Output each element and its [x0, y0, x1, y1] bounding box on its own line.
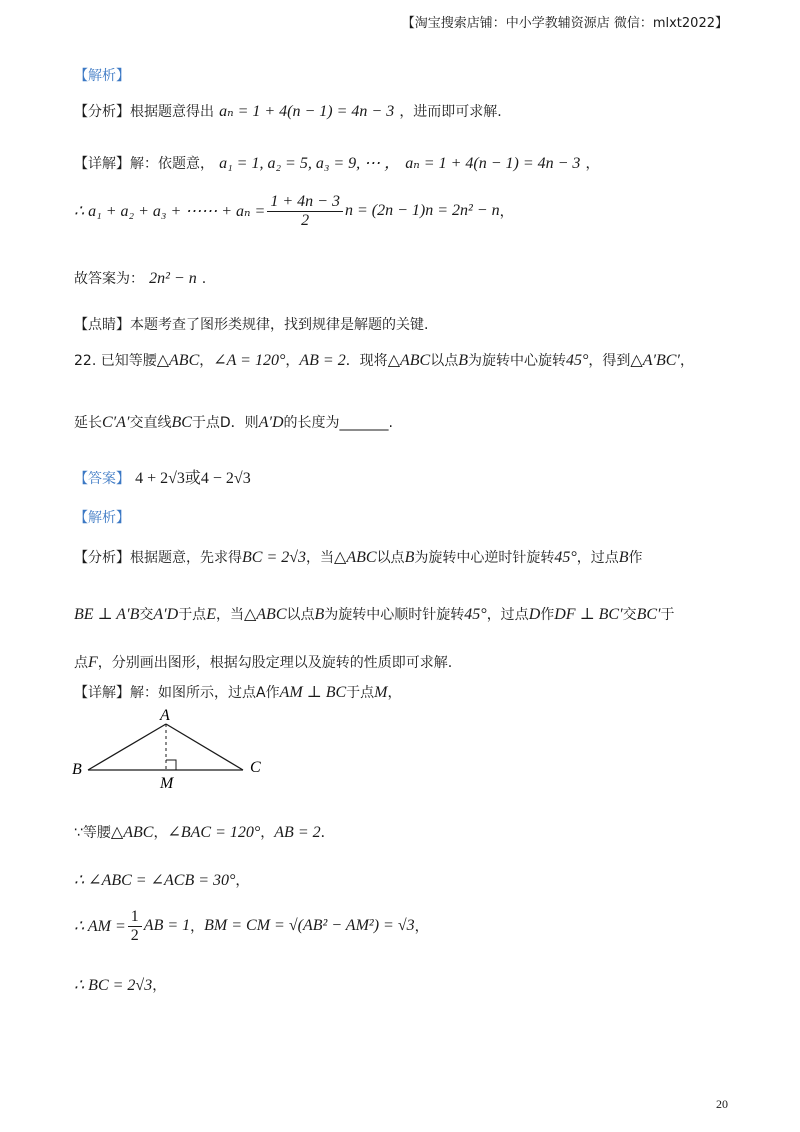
- text-segment-6: ．现将: [345, 353, 388, 369]
- math-segment-5: AB = 2: [274, 824, 321, 841]
- text-segment-8: 以点: [430, 353, 459, 369]
- q22-xiangjie-line: [74, 682, 402, 702]
- text-segment-4: 以点: [376, 550, 405, 566]
- math-segment-12: D: [528, 606, 541, 623]
- q22-answer-value: 4 + 2√3或4 − 2√3: [135, 470, 251, 487]
- math-segment-3: ∠BAC = 120°: [167, 824, 261, 841]
- math-segment-0: ∴ ∠ABC = ∠ACB = 30°: [74, 872, 236, 889]
- label-c: C: [250, 759, 261, 776]
- q22-jiexi-label: 【解析】: [74, 510, 130, 526]
- text-segment-6: 为旋转中心逆时针旋转: [414, 550, 555, 566]
- answer-prefix: 故答案为：: [74, 271, 144, 287]
- text-segment-12: ，得到: [588, 353, 631, 369]
- sum-rhs: n = (2n − 1)n = 2n² − n: [344, 202, 500, 220]
- text-segment-1: ，: [152, 978, 167, 994]
- answer-end: .: [201, 271, 207, 287]
- math-segment-9: B: [618, 549, 629, 566]
- sum-lhs: ∴ a₁ + a₂ + a₃ + ⋯⋯ + aₙ =: [74, 203, 266, 221]
- text-segment-15: 交: [622, 607, 637, 623]
- jiexi-label: 【解析】: [74, 68, 130, 84]
- step3-prefix: ∴ AM =: [74, 918, 126, 936]
- math-segment-5: A′D: [258, 414, 284, 431]
- page-header: 【淘宝搜索店铺：中小学教辅资源店 微信：mlxt2022】: [401, 16, 728, 31]
- math-segment-1: C′A′: [102, 414, 130, 431]
- page-number: 20: [716, 1097, 728, 1111]
- label-a: A: [160, 707, 170, 724]
- text-segment-2: 交直线: [129, 415, 172, 431]
- label-m: M: [160, 775, 174, 792]
- sum-end: ，: [499, 204, 514, 221]
- q22-fenxi-line3: [74, 652, 452, 672]
- xiangjie-prefix: 【详解】解：依题意，: [74, 156, 214, 172]
- text-segment-14: ，: [679, 353, 694, 369]
- q22-answer-label: 【答案】: [74, 471, 130, 487]
- fenxi-suffix: ，进而即可求解.: [399, 104, 502, 120]
- step2-line: [74, 870, 249, 890]
- fenxi-prefix: 【分析】根据题意得出: [74, 104, 214, 120]
- text-segment-10: 为旋转中心旋转: [468, 353, 566, 369]
- text-segment-2: ，当: [306, 550, 335, 566]
- text-segment-4: 于点D．则: [191, 415, 259, 431]
- text-segment-6: ．: [320, 825, 335, 841]
- text-segment-13: 作: [540, 607, 555, 623]
- step4-line: [74, 975, 166, 995]
- xiangjie-formula: aₙ = 1 + 4(n − 1) = 4n − 3: [405, 155, 581, 172]
- xiangjie-seq: a₁ = 1, a₂ = 5, a₃ = 9, ⋯ ，: [219, 155, 401, 172]
- text-segment-0: 22. 已知等腰: [74, 353, 157, 369]
- text-segment-5: ，当: [215, 607, 244, 623]
- answer-formula: 2n² − n: [149, 270, 197, 287]
- sum-fraction: [267, 193, 343, 229]
- segment-ac: [166, 724, 243, 770]
- math-segment-13: △A′BC′: [630, 352, 680, 369]
- text-segment-2: ，: [199, 353, 214, 369]
- text-segment-10: 作: [628, 550, 643, 566]
- math-segment-2: A′D: [153, 606, 179, 623]
- math-segment-7: 45°: [554, 549, 577, 566]
- math-segment-5: AB = 2: [299, 352, 346, 369]
- math-segment-1: △ABC: [156, 352, 200, 369]
- step3-line: [74, 908, 429, 944]
- math-segment-0: ∴ BC = 2√3: [74, 977, 153, 994]
- q22-fenxi-line1: [74, 547, 643, 567]
- q22-line1: [74, 350, 694, 370]
- text-segment-4: ，: [285, 353, 300, 369]
- text-segment-4: ，: [387, 685, 402, 701]
- step3-numerator: 1: [128, 908, 142, 927]
- math-segment-14: DF ⊥ BC′: [554, 606, 623, 623]
- math-segment-11: 45°: [566, 352, 589, 369]
- text-segment-1: ，: [235, 873, 250, 889]
- sum-denominator: 2: [301, 211, 310, 229]
- text-segment-0: 点: [74, 655, 88, 671]
- fenxi-line: [74, 101, 502, 121]
- text-segment-0: 延长: [74, 415, 102, 431]
- math-segment-0: BE ⊥ A′B: [74, 606, 140, 623]
- math-segment-5: B: [404, 549, 415, 566]
- math-segment-3: M: [374, 684, 388, 701]
- step1-line: [74, 822, 335, 842]
- sum-numerator: 1 + 4n − 3: [267, 193, 343, 212]
- math-segment-6: △ABC: [243, 606, 287, 623]
- text-segment-8: ，过点: [576, 550, 619, 566]
- dianjing-line: 【点睛】本题考查了图形类规律，找到规律是解题的关键.: [74, 317, 429, 333]
- text-segment-0: 【详解】解：如图所示，过点A作: [74, 685, 280, 701]
- step3-fraction: [128, 908, 142, 944]
- math-segment-4: E: [206, 606, 216, 623]
- sum-line: [74, 193, 514, 229]
- math-segment-3: △ABC: [334, 549, 377, 566]
- step3-mid: AB = 1: [143, 917, 191, 935]
- triangle-figure: [60, 700, 290, 800]
- text-segment-1: 交: [139, 607, 154, 623]
- text-segment-3: 于点: [178, 607, 207, 623]
- text-segment-0: 【分析】根据题意，先求得: [74, 550, 242, 566]
- text-segment-9: 为旋转中心顺时针旋转: [324, 607, 465, 623]
- right-angle-mark: [166, 760, 176, 770]
- label-b: B: [72, 761, 82, 778]
- math-segment-1: △ABC: [110, 824, 154, 841]
- math-segment-1: F: [88, 654, 98, 671]
- step3-denominator: 2: [130, 926, 139, 944]
- math-segment-10: 45°: [464, 606, 487, 623]
- xiangjie-end: ，: [585, 156, 600, 172]
- math-segment-7: △ABC: [387, 352, 431, 369]
- math-segment-3: BC: [171, 414, 192, 431]
- text-segment-2: ，: [153, 825, 168, 841]
- text-segment-11: ，过点: [486, 607, 529, 623]
- math-segment-8: B: [314, 606, 325, 623]
- text-segment-17: 于: [660, 607, 675, 623]
- text-segment-7: 以点: [286, 607, 315, 623]
- q22-answer-line: [74, 465, 251, 488]
- math-segment-3: ∠A = 120°: [213, 352, 286, 369]
- step3-comma: ，: [190, 919, 205, 936]
- text-segment-0: ∵等腰: [74, 825, 111, 841]
- text-segment-6: 的长度为_______.: [283, 415, 393, 431]
- q22-fenxi-line2: [74, 604, 675, 624]
- text-segment-4: ，: [260, 825, 275, 841]
- step3-rest: BM = CM = √(AB² − AM²) = √3: [204, 917, 415, 935]
- math-segment-1: AM ⊥ BC: [279, 684, 347, 701]
- math-segment-9: B: [458, 352, 468, 369]
- answer-line: [74, 268, 206, 288]
- text-segment-2: ，分别画出图形，根据勾股定理以及旋转的性质即可求解.: [97, 655, 453, 671]
- segment-ab: [88, 724, 166, 770]
- q22-line2: [74, 412, 393, 432]
- step3-end: ，: [414, 919, 429, 936]
- xiangjie-line: [74, 150, 600, 173]
- math-segment-1: BC = 2√3: [242, 549, 307, 566]
- text-segment-2: 于点: [346, 685, 375, 701]
- math-segment-16: BC′: [636, 606, 661, 623]
- fenxi-formula: aₙ = 1 + 4(n − 1) = 4n − 3: [219, 103, 395, 120]
